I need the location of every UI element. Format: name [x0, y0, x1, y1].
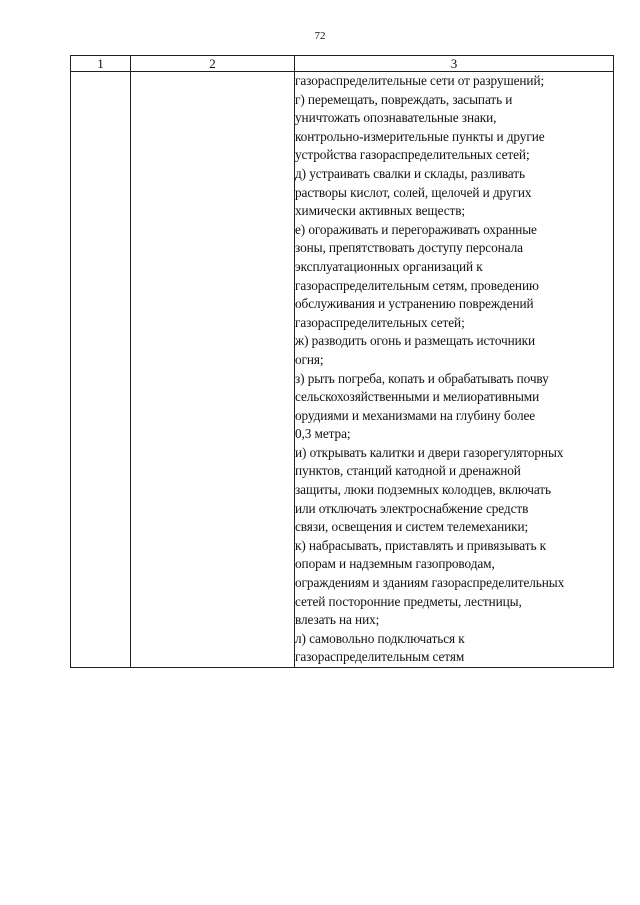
table-header-row: [71, 56, 614, 72]
text-line: л) самовольно подключаться к: [295, 630, 465, 646]
text-line: контрольно-измерительные пункты и другие: [295, 128, 545, 144]
text-line: сельскохозяйственными и мелиоративными: [295, 389, 540, 405]
text-line: газораспределительные сети от разрушений;: [295, 73, 545, 88]
text-line: сетей посторонние предметы, лестницы,: [295, 593, 522, 609]
content-table: [70, 55, 614, 668]
text-line: и) открывать калитки и двери газорегуляторных: [295, 444, 564, 460]
text-line: связи, освещения и систем телемеханики;: [295, 519, 529, 535]
text-line: 0,3 метра;: [295, 426, 351, 442]
text-line: огня;: [295, 351, 324, 367]
text-line: газораспределительным сетям: [295, 649, 465, 665]
cell-col-3-text: [295, 72, 614, 668]
text-line: зоны, препятствовать доступу персонала: [295, 240, 523, 256]
column-header-2: 2: [131, 56, 295, 72]
text-line: устройства газораспределительных сетей;: [295, 147, 530, 163]
text-line: или отключать электроснабжение средств: [295, 500, 529, 516]
table-row: [71, 72, 614, 668]
text-line: ж) разводить огонь и размещать источники: [295, 333, 536, 349]
text-line: уничтожать опознавательные знаки,: [295, 110, 497, 126]
text-line: з) рыть погреба, копать и обрабатывать почву: [295, 370, 549, 386]
text-line: г) перемещать, повреждать, засыпать и: [295, 91, 513, 107]
text-line: орудиями и механизмами на глубину более: [295, 407, 536, 423]
text-line: к) набрасывать, приставлять и привязывать к: [295, 537, 547, 553]
text-line: химически активных веществ;: [295, 203, 465, 219]
cell-col-1: [71, 72, 131, 668]
text-line: газораспределительным сетям, проведению: [295, 277, 539, 293]
text-line: газораспределительных сетей;: [295, 314, 465, 330]
text-line: растворы кислот, солей, щелочей и других: [295, 184, 532, 200]
page-number: 72: [314, 30, 326, 42]
text-line: обслуживания и устранению повреждений: [295, 296, 534, 312]
text-line: эксплуатационных организаций к: [295, 258, 483, 274]
column-header-1: 1: [71, 56, 131, 72]
column-header-3: 3: [295, 56, 614, 72]
text-line: д) устраивать свалки и склады, разливать: [295, 165, 525, 181]
cell-col-2: [131, 72, 295, 668]
text-line: защиты, люки подземных колодцев, включать: [295, 482, 551, 498]
text-line: ограждениям и зданиям газораспределительных: [295, 575, 565, 591]
text-line: опорам и надземным газопроводам,: [295, 556, 495, 572]
text-line: пунктов, станций катодной и дренажной: [295, 463, 521, 479]
text-line: влезать на них;: [295, 612, 380, 628]
text-line: е) огораживать и перегораживать охранные: [295, 221, 537, 237]
